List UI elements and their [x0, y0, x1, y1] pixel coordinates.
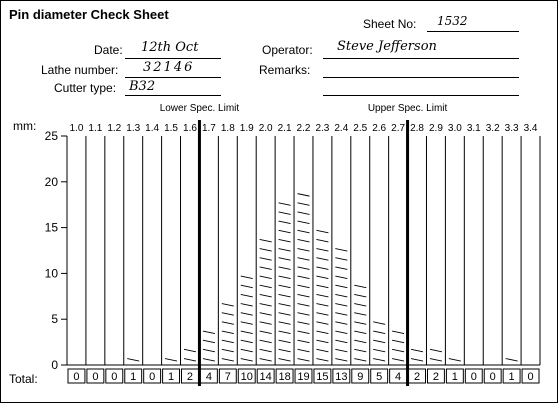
tally-mark [354, 313, 366, 316]
tally-mark [316, 258, 328, 261]
x-tick-label: 1.7 [201, 123, 216, 134]
tally-mark [298, 230, 310, 233]
tally-mark [335, 349, 347, 352]
tally-mark [316, 304, 328, 307]
tally-mark [316, 267, 328, 270]
x-tick-label: 2.9 [428, 123, 443, 134]
tally-mark [165, 359, 177, 362]
total-value: 0 [92, 371, 99, 383]
x-tick-label: 2.5 [353, 123, 368, 134]
tally-mark [279, 294, 291, 297]
sheet-title: Pin diameter Check Sheet [9, 7, 169, 22]
tally-mark [279, 304, 291, 307]
x-tick-label: 1.1 [88, 123, 103, 134]
tally-mark [335, 331, 347, 334]
tally-mark [316, 230, 328, 233]
tally-mark [354, 304, 366, 307]
tally-mark [316, 276, 328, 279]
tally-mark [279, 230, 291, 233]
tally-mark [316, 285, 328, 288]
x-tick-label: 1.0 [69, 123, 84, 134]
tally-mark [354, 285, 366, 288]
tally-mark [279, 221, 291, 224]
tally-mark [279, 276, 291, 279]
tally-mark [260, 313, 272, 316]
date-label: Date: [94, 43, 123, 57]
tally-mark [298, 258, 310, 261]
x-tick-label: 2.3 [315, 123, 330, 134]
tally-mark [298, 294, 310, 297]
tally-mark [354, 294, 366, 297]
total-value: 14 [259, 371, 272, 383]
x-tick-label: 2.8 [410, 123, 424, 134]
tally-mark [241, 349, 253, 352]
x-tick-label: 1.5 [164, 123, 179, 134]
tally-mark [430, 359, 442, 362]
total-value: 0 [470, 371, 477, 383]
tally-mark [316, 313, 328, 316]
tally-mark [335, 340, 347, 343]
tally-mark [260, 349, 272, 352]
tally-mark [279, 267, 291, 270]
tally-mark [260, 267, 272, 270]
tally-mark [260, 276, 272, 279]
x-tick-label: 1.4 [145, 123, 160, 134]
tally-mark [316, 349, 328, 352]
tally-mark [316, 340, 328, 343]
tally-mark [316, 249, 328, 252]
total-value: 15 [316, 371, 329, 383]
tally-mark [279, 239, 291, 242]
tally-mark [260, 258, 272, 261]
tally-mark [298, 322, 310, 325]
remarks-label: Remarks: [259, 63, 311, 77]
x-tick-label: 3.3 [504, 123, 519, 134]
y-tick-label: 0 [51, 358, 58, 372]
total-value: 2 [186, 371, 194, 383]
tally-mark [335, 249, 347, 252]
x-tick-label: 1.2 [107, 123, 122, 134]
x-tick-label: 1.9 [239, 123, 254, 134]
total-value: 7 [224, 371, 231, 383]
tally-mark [279, 249, 291, 252]
x-tick-label: 3.0 [447, 123, 462, 134]
tally-mark [298, 359, 310, 362]
tally-mark [260, 285, 272, 288]
total-value: 0 [73, 371, 80, 383]
y-tick-label: 5 [51, 312, 58, 327]
tally-mark [392, 349, 404, 352]
tally-mark [373, 331, 385, 334]
tally-mark [298, 249, 310, 252]
tally-mark [373, 322, 385, 325]
tally-mark [373, 349, 385, 352]
tally-mark [298, 212, 310, 215]
tally-mark [392, 359, 404, 362]
tally-mark [241, 340, 253, 343]
tally-mark [203, 349, 215, 352]
tally-mark [449, 359, 461, 362]
y-tick-label: 10 [44, 266, 58, 281]
tally-mark [316, 331, 328, 334]
total-value: 1 [451, 371, 458, 383]
tally-mark [241, 285, 253, 288]
tally-mark [222, 331, 234, 334]
lower-spec-limit-label: Lower Spec. Limit [159, 103, 240, 114]
y-tick-label: 25 [44, 129, 58, 143]
tally-mark [241, 313, 253, 316]
tally-mark [335, 313, 347, 316]
tally-mark [203, 340, 215, 343]
tally-mark [316, 294, 328, 297]
total-value: 1 [167, 371, 175, 383]
tally-mark [335, 322, 347, 325]
total-value: 4 [395, 371, 402, 383]
total-value: 2 [432, 371, 440, 383]
tally-mark [316, 359, 328, 362]
tally-mark [373, 340, 385, 343]
x-tick-label: 2.4 [334, 123, 349, 134]
tally-mark [260, 239, 272, 242]
total-value: 5 [376, 371, 383, 383]
y-tick-label: 15 [44, 220, 58, 235]
total-value: 1 [508, 371, 515, 383]
tally-mark [184, 359, 196, 362]
tally-mark [203, 331, 215, 334]
total-value: 2 [413, 371, 421, 383]
tally-mark [335, 258, 347, 261]
x-tick-label: 2.1 [277, 123, 292, 134]
tally-mark [298, 239, 310, 242]
cutter-type-value[interactable]: B32 [129, 79, 156, 94]
tally-mark [354, 322, 366, 325]
y-axis-label: mm: [13, 119, 37, 133]
tally-mark [279, 349, 291, 352]
tally-mark [279, 340, 291, 343]
tally-mark [203, 359, 215, 362]
tally-mark [279, 258, 291, 261]
tally-mark [279, 212, 291, 215]
x-tick-label: 1.3 [126, 123, 141, 134]
tally-mark [298, 304, 310, 307]
tally-mark [241, 359, 253, 362]
tally-mark [373, 359, 385, 362]
tally-mark [298, 349, 310, 352]
x-tick-label: 2.0 [258, 123, 273, 134]
total-value: 18 [278, 371, 291, 383]
tally-mark [298, 331, 310, 334]
tally-mark [260, 249, 272, 252]
tally-mark [298, 267, 310, 270]
tally-mark [335, 359, 347, 362]
tally-mark [241, 331, 253, 334]
tally-mark [260, 340, 272, 343]
tally-mark [298, 313, 310, 316]
tally-mark [241, 276, 253, 279]
tally-mark [298, 221, 310, 224]
lathe-number-label: Lathe number: [41, 63, 119, 77]
tally-mark [354, 359, 366, 362]
tally-mark [411, 349, 423, 352]
tally-mark [241, 304, 253, 307]
operator-value[interactable]: Steve Jefferson [337, 39, 437, 54]
total-value: 1 [130, 371, 137, 383]
tally-mark [316, 322, 328, 325]
tally-mark [260, 322, 272, 325]
tally-mark [335, 294, 347, 297]
tally-mark [298, 285, 310, 288]
tally-mark [184, 349, 196, 352]
tally-mark [222, 340, 234, 343]
tally-mark [127, 359, 139, 362]
tally-mark [298, 276, 310, 279]
tally-mark [335, 276, 347, 279]
total-value: 0 [149, 371, 156, 383]
tally-mark [279, 322, 291, 325]
tally-mark [411, 359, 423, 362]
tally-mark [222, 322, 234, 325]
tally-mark [222, 359, 234, 362]
x-tick-label: 2.6 [372, 123, 387, 134]
sheet-no-value[interactable]: 1532 [437, 14, 468, 28]
total-value: 9 [357, 371, 364, 383]
tally-mark [354, 349, 366, 352]
tally-mark [392, 331, 404, 334]
tally-mark [279, 359, 291, 362]
tally-mark [279, 313, 291, 316]
tally-mark [260, 331, 272, 334]
total-value: 0 [489, 371, 496, 383]
tally-mark [335, 267, 347, 270]
tally-mark [298, 203, 310, 206]
total-value: 19 [297, 371, 310, 383]
tally-mark [279, 203, 291, 206]
total-value: 0 [527, 371, 534, 383]
tally-mark [279, 285, 291, 288]
tally-mark [260, 294, 272, 297]
total-value: 13 [335, 371, 348, 383]
upper-spec-limit-label: Upper Spec. Limit [367, 103, 448, 114]
x-tick-label: 3.1 [466, 123, 481, 134]
tally-mark [506, 359, 518, 362]
tally-mark [392, 340, 404, 343]
tally-mark [260, 359, 272, 362]
total-value: 0 [111, 371, 118, 383]
x-tick-label: 1.6 [183, 123, 197, 134]
tally-mark [260, 304, 272, 307]
check-sheet-chart [1, 1, 557, 402]
y-tick-label: 20 [44, 174, 58, 189]
tally-mark [298, 194, 310, 197]
tally-mark [241, 322, 253, 325]
tally-mark [222, 313, 234, 316]
tally-mark [279, 331, 291, 334]
tally-mark [241, 294, 253, 297]
operator-label: Operator: [262, 43, 313, 57]
x-tick-label: 2.2 [296, 123, 311, 134]
x-tick-label: 1.8 [220, 123, 235, 134]
totals-label: Total: [9, 372, 38, 386]
lathe-number-value[interactable]: 32146 [143, 60, 195, 75]
tally-mark [316, 239, 328, 242]
cutter-type-label: Cutter type: [54, 81, 117, 95]
tally-mark [354, 340, 366, 343]
x-tick-label: 3.2 [485, 123, 500, 134]
tally-mark [430, 349, 442, 352]
sheet-no-label: Sheet No: [363, 17, 417, 31]
tally-mark [335, 285, 347, 288]
x-tick-label: 2.7 [391, 123, 406, 134]
tally-mark [354, 331, 366, 334]
date-value[interactable]: 12th Oct [141, 40, 199, 55]
total-value: 4 [205, 371, 212, 383]
tally-mark [222, 304, 234, 307]
tally-mark [222, 349, 234, 352]
x-tick-label: 3.4 [523, 123, 538, 134]
tally-mark [335, 304, 347, 307]
tally-mark [298, 340, 310, 343]
total-value: 10 [240, 371, 253, 383]
